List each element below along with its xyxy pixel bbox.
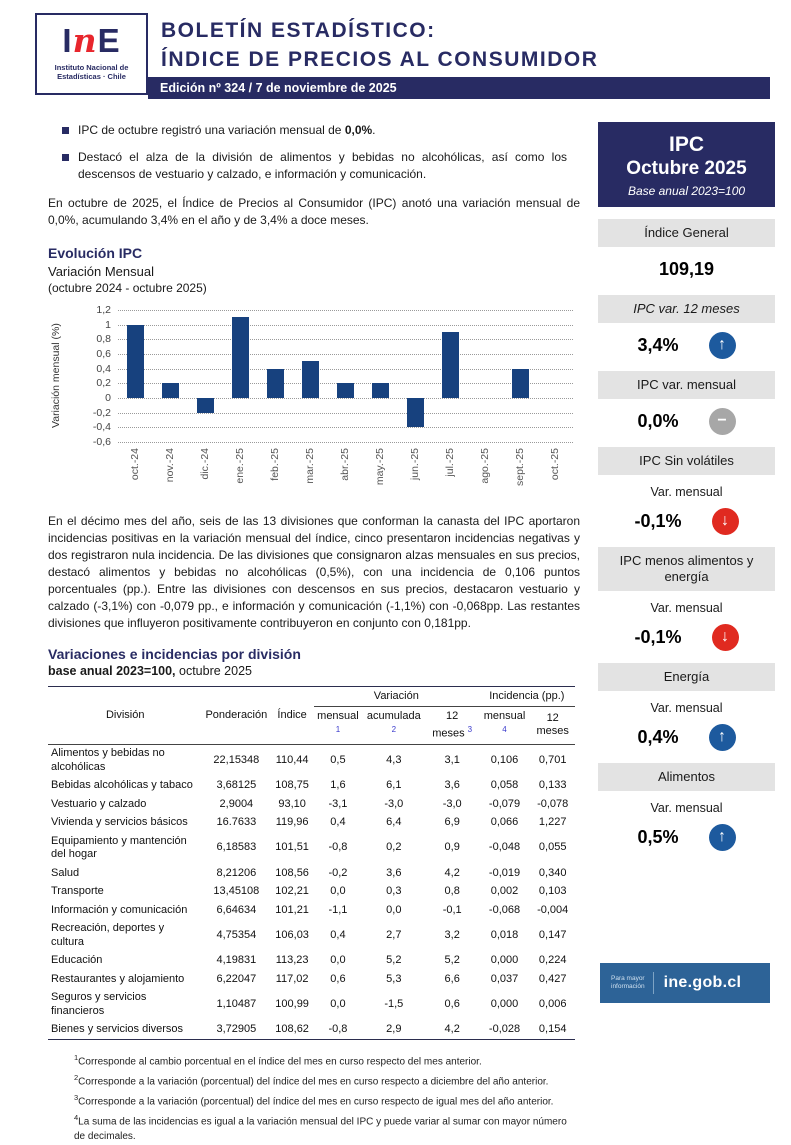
footnote-line: $^4$La suma de las incidencias es igual a la variación mensual del IPC y puede variar al sumar con mayor número de decimales. [74, 1112, 567, 1143]
chart-y-tick-label: 1,2 [96, 304, 111, 316]
value-cell: 100,99 [275, 997, 309, 1010]
table-row [48, 1021, 575, 1040]
chart-x-tick-label: oct.-25 [548, 448, 561, 481]
column-subheader: 12 meses [536, 712, 569, 738]
chart-bar-ene.-25 [232, 317, 249, 398]
chart-x-tick-label: sept.-25 [513, 448, 526, 486]
value-cell: -1,5 [384, 997, 404, 1010]
chart-x-tick-label: nov.-24 [163, 448, 176, 483]
value-cell: 0,103 [538, 885, 567, 898]
value-cell: 0,133 [538, 779, 567, 792]
chart-x-tick-label: abr.-25 [338, 448, 351, 481]
logo-letter-n: n [72, 21, 98, 60]
column-header: División [105, 708, 145, 721]
value-cell: 0,8 [444, 885, 460, 898]
footer-more-info-label: Para mayor información [611, 974, 645, 990]
column-subheader: mensual $^4$ [483, 710, 526, 734]
sidebar-section-header: Alimentos [598, 763, 775, 791]
sidebar-box-title: IPC [668, 133, 704, 156]
chart-bar-feb.-25 [267, 369, 284, 398]
sidebar-section-header: IPC menos alimentos y energía [598, 547, 775, 591]
value-cell: -0,8 [328, 841, 348, 854]
sidebar-section-header: Energía [598, 663, 775, 691]
page-title-line2: ÍNDICE DE PRECIOS AL CONSUMIDOR [161, 48, 599, 71]
sidebar-value-row [598, 723, 775, 751]
arrow-down-icon: ↓ [712, 508, 739, 535]
chart-x-tick-label: may.-25 [373, 448, 386, 486]
main-content [48, 122, 580, 1145]
page-title [161, 16, 598, 74]
division-cell: Educación [51, 954, 103, 967]
value-cell: 1,6 [330, 779, 346, 792]
value-cell: 93,10 [278, 797, 306, 810]
value-cell: 6,18583 [216, 841, 257, 854]
chart-period: (octubre 2024 - octubre 2025) [48, 281, 207, 295]
sidebar-value-row [598, 507, 775, 535]
value-cell: 0,0 [330, 885, 346, 898]
value-cell: 0,018 [490, 928, 519, 941]
logo-letter-i: I [62, 22, 73, 59]
value-cell: 4,2 [444, 866, 460, 879]
chart-x-tick-label: feb.-25 [268, 448, 281, 481]
division-cell: Equipamiento y mantención del hogar [51, 834, 187, 861]
value-cell: 0,066 [490, 816, 519, 829]
sidebar-row-label: Var. mensual [650, 485, 723, 499]
table-row [48, 864, 575, 883]
value-cell: -3,0 [384, 797, 404, 810]
value-cell: 108,56 [275, 866, 309, 879]
table-row [48, 832, 575, 864]
value-cell: 6,9 [444, 816, 460, 829]
value-cell: 113,23 [275, 954, 309, 967]
division-cell: Transporte [51, 885, 104, 898]
divisions-table [48, 686, 575, 1040]
value-cell: -0,8 [328, 1023, 348, 1036]
chart-bar-mar.-25 [302, 361, 319, 398]
value-cell: 119,96 [275, 816, 309, 829]
analysis-paragraph: En el décimo mes del año, seis de las 13 divisiones que conforman la canasta del IPC aportaron incidencias positivas en la variación mensual del índice, cinco presentaron incidencias negativas y dos registraron nula incidencia. De las divisiones que consignaron alzas mensuales en sus precios, destacó alimentos y bebidas no alcohólicas (0,5%), con una incidencia de 0,106 puntos porcentuales (pp.). Entre las divisiones con descensos en sus precios, destacaron vestuario y calzado (-3,1%) con -0,079 pp., e información y comunicación (-1,1%) con -0,068pp. Las restantes divisiones que influyeron positivamente contribuyeron en conjunto con 0,181pp. [48, 514, 580, 630]
value-cell: 3,68125 [216, 779, 257, 792]
chart-bar-dic.-24 [197, 398, 214, 413]
chart-gridline [118, 354, 573, 355]
value-cell: 4,2 [444, 1023, 460, 1036]
sidebar-box-month: Octubre 2025 [626, 158, 747, 179]
value-cell: 13,45108 [213, 885, 260, 898]
footnotes [74, 1050, 580, 1145]
value-cell: 3,6 [386, 866, 402, 879]
sidebar-value: 3,4% [637, 334, 679, 355]
logo-letter-e: E [97, 22, 121, 59]
chart-y-axis-label: Variación mensual (%) [50, 323, 62, 429]
table-row [48, 795, 575, 814]
chart-bar-jul.-25 [442, 332, 459, 398]
chart-gridline [118, 339, 573, 340]
value-cell: 0,055 [538, 841, 567, 854]
value-cell: 2,9004 [219, 797, 254, 810]
table-row [48, 920, 575, 952]
arrow-up-icon: ↑ [709, 332, 736, 359]
table-row [48, 883, 575, 902]
bullet-item-1 [62, 122, 567, 139]
table-title: Variaciones e incidencias por división [48, 646, 301, 662]
table-row [48, 989, 575, 1021]
value-cell: 0,006 [538, 997, 567, 1010]
value-cell: 0,701 [538, 753, 567, 766]
sidebar-value-row [598, 331, 775, 359]
value-cell: -0,079 [488, 797, 521, 810]
sidebar-section-header: IPC Sin volátiles [598, 447, 775, 475]
table-row [48, 901, 575, 920]
table-header [48, 687, 575, 745]
chart-x-tick-label: dic.-24 [198, 448, 211, 480]
value-cell: 5,2 [444, 954, 460, 967]
page-title-line1: BOLETÍN ESTADÍSTICO: [161, 19, 436, 42]
chart-title: Evolución IPC [48, 245, 143, 261]
value-cell: 102,21 [275, 885, 309, 898]
value-cell: 0,6 [330, 972, 346, 985]
value-cell: 110,44 [275, 753, 309, 766]
division-cell: Bebidas alcohólicas y tabaco [51, 779, 193, 792]
division-cell: Restaurantes y alojamiento [51, 972, 185, 985]
division-cell: Información y comunicación [51, 903, 188, 916]
division-cell: Salud [51, 866, 80, 879]
chart-gridline [118, 442, 573, 443]
footnote-line: $^2$Corresponde a la variación (porcentual) del índice del mes en curso respecto a diciembre del año anterior. [74, 1072, 549, 1088]
column-group-header: Incidencia (pp.) [479, 687, 575, 707]
footer-website-link[interactable]: ine.gob.cl [663, 974, 742, 991]
chart-y-tick-label: -0,4 [92, 421, 111, 434]
value-cell: 108,75 [275, 779, 309, 792]
edition-bar: Edición nº 324 / 7 de noviembre de 2025 [148, 77, 770, 99]
table-row [48, 970, 575, 989]
chart-y-tick-label: -0,2 [92, 406, 111, 419]
value-cell: 0,4 [330, 816, 346, 829]
footer-bar [600, 963, 770, 1003]
value-cell: 0,106 [490, 753, 519, 766]
division-cell: Bienes y servicios diversos [51, 1023, 184, 1036]
chart-y-tick-label: -0,6 [92, 436, 111, 448]
value-cell: 5,3 [386, 972, 402, 985]
value-cell: 0,002 [490, 885, 519, 898]
footnote-line: $^3$Corresponde a la variación (porcentual) del índice del mes en curso respecto de igual mes del año anterior. [74, 1092, 554, 1108]
value-cell: 6,1 [386, 779, 402, 792]
value-cell: 0,5 [330, 753, 346, 766]
value-cell: -3,0 [442, 797, 462, 810]
value-cell: -1,1 [328, 903, 348, 916]
chart-y-tick-label: 0,4 [96, 362, 111, 375]
chart-y-tick-label: 1 [105, 318, 111, 331]
value-cell: 106,03 [275, 928, 309, 941]
value-cell: 0,000 [490, 954, 519, 967]
chart-x-tick-label: ene.-25 [233, 448, 246, 484]
sidebar-value: 0,5% [637, 826, 679, 847]
chart-bar-nov.-24 [162, 383, 179, 398]
value-cell: -3,1 [328, 797, 348, 810]
value-cell: 0,6 [444, 997, 460, 1010]
chart-x-tick-label: oct.-24 [128, 448, 141, 481]
sidebar-sections [598, 219, 775, 851]
value-cell: 0,0 [330, 997, 346, 1010]
table-row [48, 777, 575, 796]
arrow-down-icon: ↓ [712, 624, 739, 651]
value-cell: 6,4 [386, 816, 402, 829]
value-cell: 0,0 [330, 954, 346, 967]
chart-y-tick-label: 0 [105, 392, 111, 404]
sidebar-value: 0,0% [637, 410, 679, 431]
value-cell: -0,048 [488, 841, 521, 854]
division-cell: Vestuario y calzado [51, 797, 147, 810]
chart-gridline [118, 427, 573, 428]
chart-x-tick-label: ago.-25 [478, 448, 491, 484]
ine-logo [35, 13, 148, 95]
value-cell: 3,1 [444, 753, 460, 766]
chart-x-tick-label: jul.-25 [443, 448, 456, 477]
value-cell: 16.7633 [216, 816, 257, 829]
chart-y-tick-label: 0,8 [96, 333, 111, 346]
value-cell: 108,62 [275, 1023, 309, 1036]
chart-subtitle: Variación Mensual [48, 264, 154, 279]
column-header: Índice [277, 708, 307, 721]
value-cell: -0,019 [488, 866, 521, 879]
value-cell: 6,64634 [216, 903, 257, 916]
sidebar-section-header: Índice General [598, 219, 775, 247]
value-cell: 3,6 [444, 779, 460, 792]
sidebar-value-row [598, 255, 775, 283]
footnote-line: $^1$Corresponde al cambio porcentual en el índice del mes en curso respecto del mes anterior. [74, 1053, 482, 1068]
chart-gridline [118, 310, 573, 311]
table-subtitle: base anual 2023=100, octubre 2025 [48, 664, 252, 678]
chart-gridline [118, 325, 573, 326]
division-cell: Alimentos y bebidas no alcohólicas [51, 747, 165, 773]
chart-plot-area [92, 304, 573, 486]
sidebar-value-row [598, 623, 775, 651]
value-cell: 3,72905 [216, 1023, 257, 1036]
sidebar-value-row [598, 407, 775, 435]
value-cell: 101,21 [275, 903, 309, 916]
column-subheader: 12 meses $^3$ [432, 710, 473, 740]
chart-gridline [118, 413, 573, 414]
value-cell: 0,2 [386, 841, 402, 854]
division-cell: Recreación, deportes y cultura [51, 922, 165, 948]
chart-gridline [118, 369, 573, 370]
value-cell: 0,000 [490, 997, 519, 1010]
division-cell: Seguros y servicios financieros [51, 991, 147, 1017]
chart-x-tick-label: jun.-25 [408, 448, 421, 481]
intro-paragraph: En octubre de 2025, el Índice de Precios al Consumidor (IPC) anotó una variación mensual de 0,0%, acumulando 3,4% en el año y de 3,4% a doce meses. [48, 196, 580, 227]
value-cell: -0,028 [488, 1023, 521, 1036]
ipc-monthly-variation-chart [48, 305, 580, 501]
chart-x-tick-label: mar.-25 [303, 448, 316, 484]
value-cell: -0,1 [442, 903, 462, 916]
bullet-square-icon [62, 154, 69, 161]
arrow-up-icon: ↑ [709, 824, 736, 851]
value-cell: 22,15348 [213, 753, 260, 766]
value-cell: 0,3 [386, 885, 402, 898]
value-cell: 1,10487 [216, 997, 257, 1010]
sidebar-title-box [598, 122, 775, 207]
value-cell: 0,9 [444, 841, 460, 854]
value-cell: 6,22047 [216, 972, 257, 985]
sidebar-section-header: IPC var. mensual [598, 371, 775, 399]
table-row [48, 814, 575, 833]
value-cell: 4,75354 [216, 928, 257, 941]
minus-icon: − [709, 408, 736, 435]
value-cell: 4,19831 [216, 954, 257, 967]
chart-bar-abr.-25 [337, 383, 354, 398]
value-cell: 2,9 [386, 1023, 402, 1036]
value-cell: 5,2 [386, 954, 402, 967]
value-cell: 8,21206 [216, 866, 257, 879]
value-cell: 0,147 [538, 928, 567, 941]
sidebar-value: 109,19 [658, 258, 715, 279]
division-cell: Vivienda y servicios básicos [51, 816, 188, 829]
value-cell: 1,227 [538, 816, 567, 829]
chart-bar-oct.-24 [127, 325, 144, 398]
sidebar-section-header: IPC var. 12 meses [598, 295, 775, 323]
value-cell: -0,068 [488, 903, 521, 916]
chart-bar-may.-25 [372, 383, 389, 398]
summary-sidebar [598, 122, 775, 851]
table-body [48, 744, 575, 1040]
chart-y-tick-label: 0,6 [96, 348, 111, 360]
sidebar-row-label: Var. mensual [650, 701, 723, 715]
value-cell: -0,004 [537, 903, 569, 916]
sidebar-row-label: Var. mensual [650, 601, 723, 615]
chart-bar-sept.-25 [512, 369, 529, 398]
sidebar-value: -0,1% [634, 510, 682, 531]
column-header: Ponderación [205, 708, 268, 721]
value-cell: -0,078 [537, 797, 569, 810]
bullet-text: IPC de octubre registró una variación mensual de 0,0%. [78, 123, 376, 137]
value-cell: 0,224 [538, 954, 567, 967]
value-cell: 0,340 [538, 866, 567, 879]
value-cell: 3,2 [444, 928, 460, 941]
value-cell: 0,058 [490, 779, 519, 792]
chart-bar-jun.-25 [407, 398, 424, 427]
table-row [48, 744, 575, 777]
value-cell: 117,02 [275, 972, 309, 985]
column-group-header: Variación [314, 687, 479, 707]
value-cell: 0,4 [330, 928, 346, 941]
value-cell: -0,2 [328, 866, 348, 879]
bullet-square-icon [62, 127, 69, 134]
column-subheader: mensual $^1$ [317, 710, 359, 734]
bullet-item-2 [62, 149, 567, 183]
value-cell: 0,037 [490, 972, 519, 985]
sidebar-value: -0,1% [634, 626, 682, 647]
chart-gridline [118, 398, 573, 399]
table-row [48, 952, 575, 971]
sidebar-row-label: Var. mensual [650, 801, 723, 815]
sidebar-box-base: Base anual 2023=100 [627, 184, 746, 198]
sidebar-value-row [598, 823, 775, 851]
bullet-text: Destacó el alza de la división de alimentos y bebidas no alcohólicas, así como los descensos de vestuario y calzado, e información y comunicación. [78, 150, 567, 181]
chart-y-tick-label: 0,2 [96, 377, 111, 390]
value-cell: 0,154 [538, 1023, 567, 1036]
ine-logo-text [37, 22, 146, 60]
value-cell: 4,3 [386, 753, 402, 766]
value-cell: 0,0 [386, 903, 402, 916]
value-cell: 2,7 [386, 928, 402, 941]
value-cell: 101,51 [275, 841, 309, 854]
arrow-up-icon: ↑ [709, 724, 736, 751]
sidebar-value: 0,4% [637, 726, 679, 747]
value-cell: 6,6 [444, 972, 460, 985]
column-subheader: acumulada $^2$ [366, 710, 421, 734]
ine-logo-subtitle: Instituto Nacional de Estadísticas · Chile [54, 63, 129, 81]
value-cell: 0,427 [538, 972, 567, 985]
